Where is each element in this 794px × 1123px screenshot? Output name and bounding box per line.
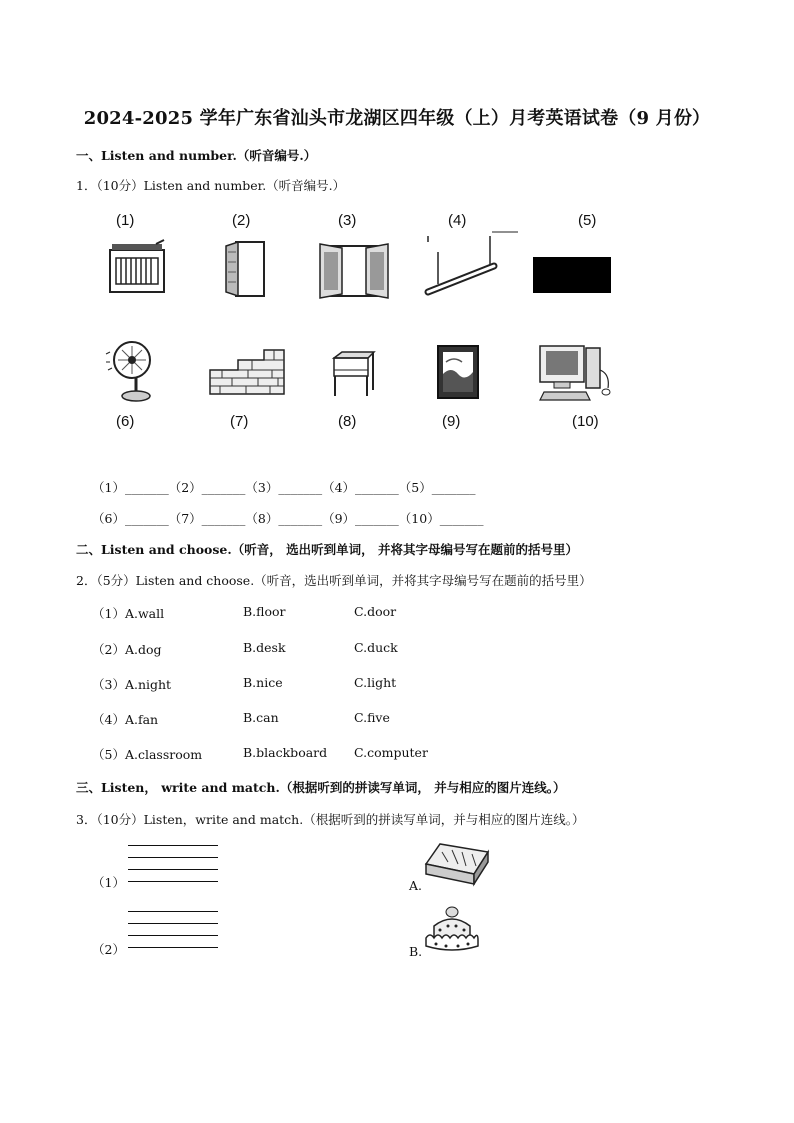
image-label-9: (9) xyxy=(442,413,461,430)
writing-line xyxy=(128,947,218,948)
choice-4-option-a[interactable]: （4）A.fan xyxy=(92,712,159,727)
picture-label-a[interactable]: A. xyxy=(409,878,423,893)
writing-line xyxy=(128,857,218,858)
choice-4-option-b[interactable]: B.can xyxy=(243,710,279,725)
question-3: 3．（10分）Listen，write and match.（根据听到的拼读写单词，并与相应的图片连线。） xyxy=(76,812,585,827)
choice-1-option-a[interactable]: （1）A.wall xyxy=(92,606,165,621)
image-label-10: (10) xyxy=(572,413,599,430)
radiator-icon xyxy=(106,240,166,296)
desk-icon xyxy=(330,350,376,400)
blackboard-icon xyxy=(533,257,611,293)
choice-2-option-a[interactable]: （2）A.dog xyxy=(92,642,162,657)
choice-3-option-b[interactable]: B.nice xyxy=(243,675,283,690)
question-1: 1．（10分）Listen and number.（听音编号.） xyxy=(76,178,346,193)
section-3-heading: 三、Listen， write and match.（根据听到的拼读写单词， 并与相应的图片连线。） xyxy=(76,780,566,795)
choice-4-option-c[interactable]: C.five xyxy=(354,710,390,725)
light-tube-icon xyxy=(424,232,520,300)
picture-icon xyxy=(436,344,482,402)
choice-3-option-c[interactable]: C.light xyxy=(354,675,397,690)
choice-5-option-a[interactable]: （5）A.classroom xyxy=(92,747,203,762)
write-item-1[interactable]: （1） xyxy=(92,875,125,890)
image-label-5: (5) xyxy=(578,212,597,229)
writing-line xyxy=(128,923,218,924)
writing-line xyxy=(128,845,218,846)
image-label-2: (2) xyxy=(232,212,251,229)
answer-blanks-row-1[interactable]: （1）_______（2）_______（3）_______（4）_______（5）_______ xyxy=(92,480,476,495)
writing-line xyxy=(128,935,218,936)
fan-icon xyxy=(104,338,160,402)
choice-2-option-b[interactable]: B.desk xyxy=(243,640,286,655)
section-2-heading: 二、Listen and choose.（听音， 选出听到单词， 并将其字母编号写在题前的括号里） xyxy=(76,542,578,557)
picture-label-b[interactable]: B. xyxy=(409,944,423,959)
writing-line xyxy=(128,869,218,870)
cake-slice-icon xyxy=(422,838,492,888)
section-1-heading: 一、Listen and number.（听音编号.） xyxy=(76,148,317,163)
page-title: 2024-2025 学年广东省汕头市龙湖区四年级（上）月考英语试卷（9 月份） xyxy=(83,108,711,129)
choice-5-option-b[interactable]: B.blackboard xyxy=(243,745,328,760)
choice-5-option-c[interactable]: C.computer xyxy=(354,745,428,760)
cake-icon xyxy=(424,904,480,954)
door-icon xyxy=(224,240,266,298)
image-label-6: (6) xyxy=(116,413,135,430)
choice-1-option-b[interactable]: B.floor xyxy=(243,604,286,619)
image-label-3: (3) xyxy=(338,212,357,229)
write-item-2[interactable]: （2） xyxy=(92,942,125,957)
writing-line xyxy=(128,881,218,882)
wall-icon xyxy=(208,346,286,398)
image-label-1: (1) xyxy=(116,212,135,229)
window-icon xyxy=(318,240,390,300)
image-label-8: (8) xyxy=(338,413,357,430)
writing-line xyxy=(128,911,218,912)
computer-icon xyxy=(538,344,614,404)
image-label-7: (7) xyxy=(230,413,249,430)
choice-3-option-a[interactable]: （3）A.night xyxy=(92,677,172,692)
choice-1-option-c[interactable]: C.door xyxy=(354,604,397,619)
image-label-4: (4) xyxy=(448,212,467,229)
choice-2-option-c[interactable]: C.duck xyxy=(354,640,398,655)
answer-blanks-row-2[interactable]: （6）_______（7）_______（8）_______（9）_______（10）_______ xyxy=(92,511,484,526)
question-2: 2．（5分）Listen and choose.（听音，选出听到单词，并将其字母编号写在题前的括号里） xyxy=(76,573,592,588)
